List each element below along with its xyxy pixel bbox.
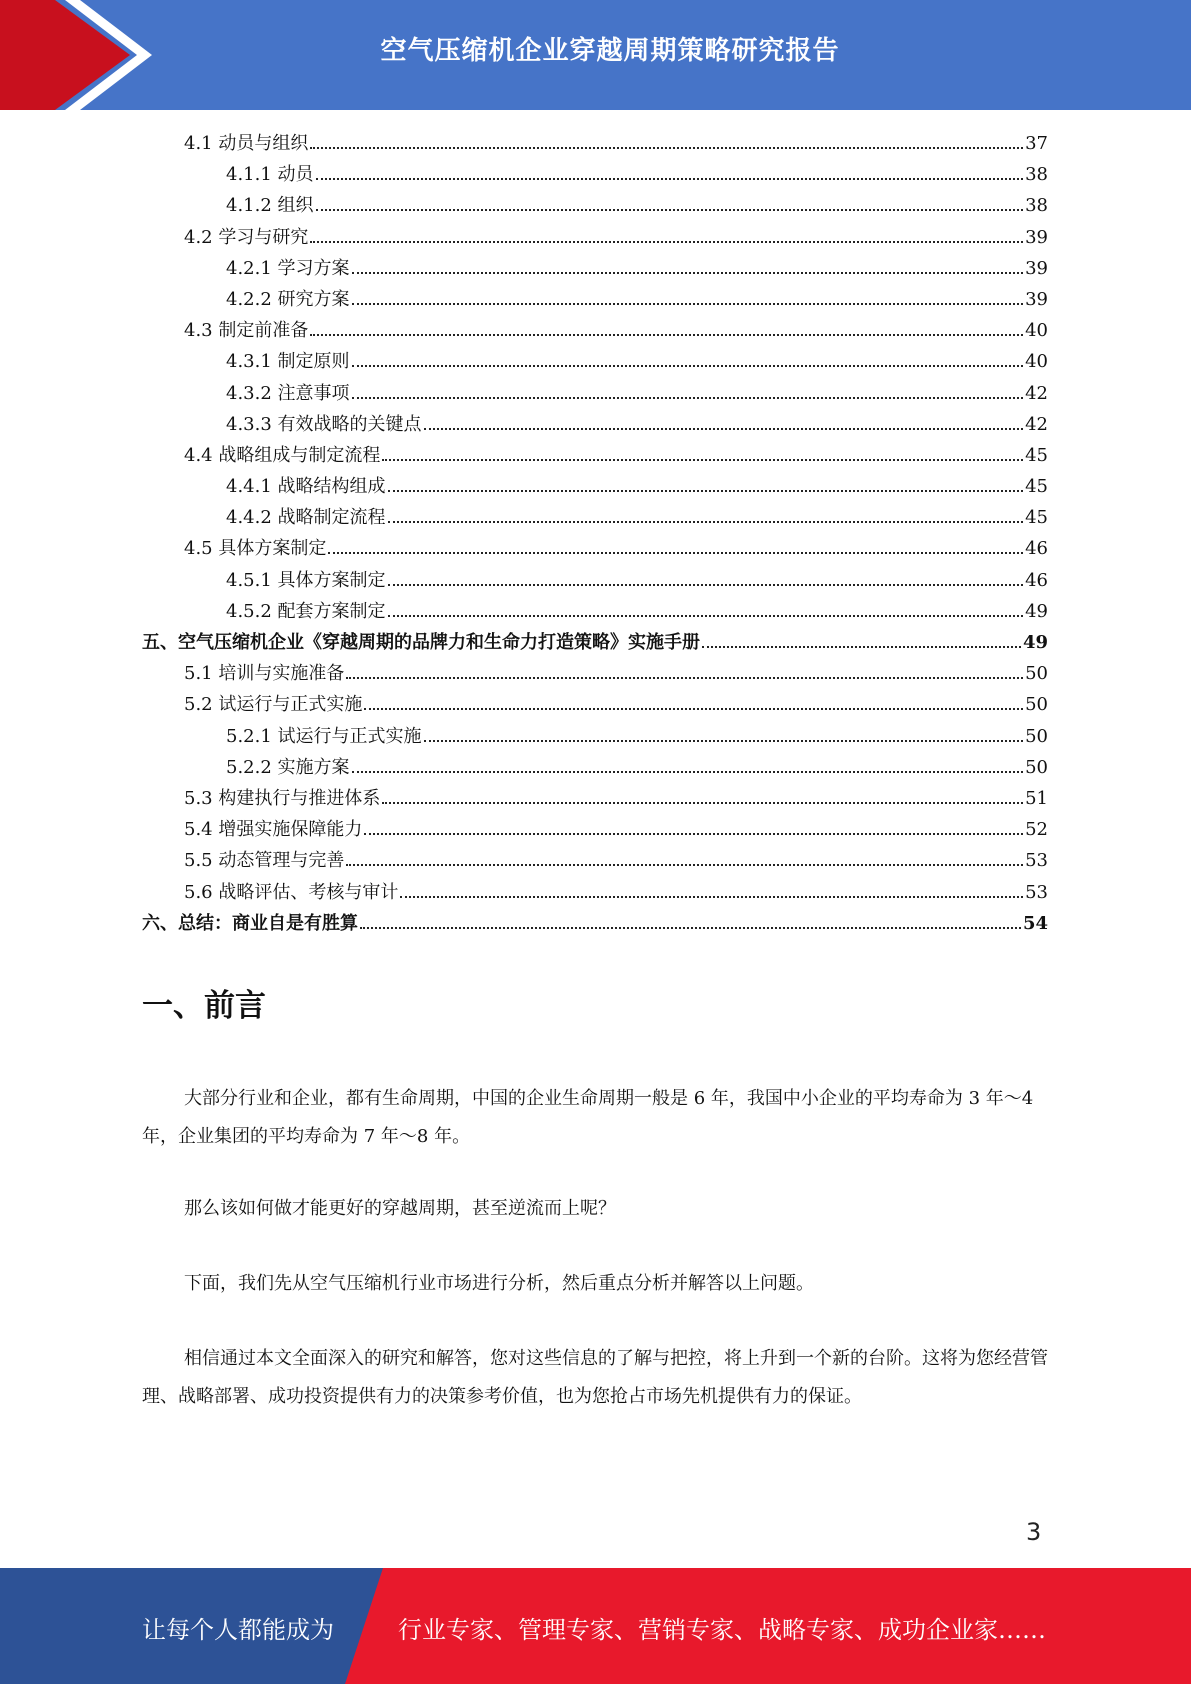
toc-entry[interactable] bbox=[142, 159, 1048, 190]
paragraph-4: 相信通过本文全面深入的研究和解答，您对这些信息的了解与把控，将上升到一个新的台阶。这将为您经营管理、战略部署、成功投资提供有力的决策参考价值，也为您抢占市场先机提供有力的保证。 bbox=[142, 1348, 1048, 1407]
toc-entry-page: 40 bbox=[1025, 320, 1048, 342]
toc-entry[interactable] bbox=[142, 440, 1048, 471]
toc-dot-leader bbox=[310, 147, 1023, 149]
toc-dot-leader bbox=[352, 397, 1024, 399]
toc-entry-page: 50 bbox=[1025, 663, 1048, 685]
paragraph-1: 大部分行业和企业，都有生命周期，中国的企业生命周期一般是 6 年，我国中小企业的平均寿命为 3 年～4 年，企业集团的平均寿命为 7 年～8 年。 bbox=[142, 1088, 1034, 1147]
toc-dot-leader bbox=[316, 178, 1024, 180]
toc-dot-leader bbox=[388, 584, 1024, 586]
toc-dot-leader bbox=[328, 552, 1023, 554]
toc-entry-title: 5.4 增强实施保障能力 bbox=[184, 819, 363, 841]
page-header bbox=[0, 0, 1191, 110]
toc-dot-leader bbox=[702, 646, 1021, 648]
footer-slogan-left: 让每个人都能成为 bbox=[142, 1616, 334, 1644]
table-of-contents bbox=[142, 128, 1048, 939]
toc-entry-title: 4.2 学习与研究 bbox=[184, 226, 309, 248]
toc-entry-title: 4.2.1 学习方案 bbox=[226, 257, 350, 279]
page-number: 3 bbox=[1026, 1518, 1042, 1546]
toc-entry-page: 49 bbox=[1022, 632, 1048, 653]
toc-entry[interactable] bbox=[142, 284, 1048, 315]
toc-entry[interactable] bbox=[142, 128, 1048, 159]
toc-entry-page: 42 bbox=[1025, 413, 1048, 435]
toc-entry-page: 38 bbox=[1025, 195, 1048, 217]
toc-dot-leader bbox=[316, 209, 1024, 211]
toc-entry-page: 50 bbox=[1025, 725, 1048, 747]
toc-entry-title: 4.4.1 战略结构组成 bbox=[226, 476, 386, 498]
paragraph-3: 下面，我们先从空气压缩机行业市场进行分析，然后重点分析并解答以上问题。 bbox=[184, 1273, 814, 1294]
toc-entry-title: 4.2.2 研究方案 bbox=[226, 288, 350, 310]
footer-slogan-right: 行业专家、管理专家、营销专家、战略专家、成功企业家…… bbox=[398, 1616, 1046, 1644]
toc-entry[interactable] bbox=[142, 627, 1048, 658]
toc-dot-leader bbox=[360, 927, 1021, 929]
toc-entry-page: 40 bbox=[1025, 351, 1048, 373]
toc-entry[interactable] bbox=[142, 752, 1048, 783]
toc-entry[interactable] bbox=[142, 253, 1048, 284]
header-red-chevron bbox=[0, 0, 130, 110]
toc-entry-title: 4.4.2 战略制定流程 bbox=[226, 507, 386, 529]
toc-entry-title: 六、总结：商业自是有胜算 bbox=[142, 912, 358, 934]
toc-dot-leader bbox=[310, 241, 1023, 243]
toc-entry-page: 53 bbox=[1025, 881, 1048, 903]
toc-entry-page: 38 bbox=[1025, 164, 1048, 186]
toc-entry-title: 4.1.1 动员 bbox=[226, 164, 314, 186]
toc-entry[interactable] bbox=[142, 596, 1048, 627]
toc-dot-leader bbox=[424, 740, 1024, 742]
toc-entry-page: 39 bbox=[1025, 257, 1048, 279]
toc-entry-page: 53 bbox=[1025, 850, 1048, 872]
toc-entry[interactable] bbox=[142, 783, 1048, 814]
section-heading: 一、前言 bbox=[142, 988, 266, 1024]
toc-entry-title: 5.2 试运行与正式实施 bbox=[184, 694, 363, 716]
toc-entry-page: 54 bbox=[1022, 912, 1048, 934]
toc-entry-title: 4.1.2 组织 bbox=[226, 195, 314, 217]
toc-entry-page: 50 bbox=[1025, 756, 1048, 778]
toc-dot-leader bbox=[388, 615, 1024, 617]
toc-dot-leader bbox=[388, 490, 1024, 492]
toc-dot-leader bbox=[388, 521, 1024, 523]
toc-entry[interactable] bbox=[142, 565, 1048, 596]
toc-entry-title: 4.5 具体方案制定 bbox=[184, 538, 327, 560]
toc-entry-title: 4.4 战略组成与制定流程 bbox=[184, 444, 381, 466]
page-footer bbox=[0, 1568, 1191, 1684]
toc-entry-title: 五、空气压缩机企业《穿越周期的品牌力和生命力打造策略》实施手册 bbox=[142, 632, 700, 653]
toc-entry[interactable] bbox=[142, 378, 1048, 409]
toc-entry-title: 4.3.1 制定原则 bbox=[226, 351, 350, 373]
toc-dot-leader bbox=[346, 677, 1023, 679]
toc-dot-leader bbox=[382, 802, 1023, 804]
toc-entry-title: 5.5 动态管理与完善 bbox=[184, 850, 345, 872]
toc-entry[interactable] bbox=[142, 814, 1048, 845]
toc-dot-leader bbox=[352, 771, 1024, 773]
toc-dot-leader bbox=[364, 708, 1023, 710]
toc-dot-leader bbox=[424, 428, 1024, 430]
toc-entry-page: 50 bbox=[1025, 694, 1048, 716]
toc-entry-title: 5.2.1 试运行与正式实施 bbox=[226, 725, 422, 747]
toc-entry-page: 51 bbox=[1025, 787, 1048, 809]
toc-entry[interactable] bbox=[142, 533, 1048, 564]
toc-entry-title: 5.3 构建执行与推进体系 bbox=[184, 787, 381, 809]
toc-entry-page: 39 bbox=[1025, 226, 1048, 248]
toc-entry-page: 45 bbox=[1025, 476, 1048, 498]
toc-entry[interactable] bbox=[142, 908, 1048, 939]
toc-entry[interactable] bbox=[142, 877, 1048, 908]
toc-entry[interactable] bbox=[142, 471, 1048, 502]
toc-entry-page: 52 bbox=[1025, 819, 1048, 841]
toc-entry-page: 46 bbox=[1025, 538, 1048, 560]
toc-entry[interactable] bbox=[142, 502, 1048, 533]
toc-entry[interactable] bbox=[142, 721, 1048, 752]
toc-entry-title: 5.2.2 实施方案 bbox=[226, 756, 350, 778]
toc-dot-leader bbox=[352, 272, 1024, 274]
toc-entry[interactable] bbox=[142, 222, 1048, 253]
toc-entry-title: 4.3.3 有效战略的关键点 bbox=[226, 413, 422, 435]
toc-entry-title: 4.3.2 注意事项 bbox=[226, 382, 350, 404]
toc-entry-page: 37 bbox=[1025, 133, 1048, 154]
toc-entry[interactable] bbox=[142, 409, 1048, 440]
toc-entry-title: 5.1 培训与实施准备 bbox=[184, 663, 345, 685]
toc-dot-leader bbox=[352, 365, 1024, 367]
report-title: 空气压缩机企业穿越周期策略研究报告 bbox=[380, 36, 840, 66]
toc-entry-title: 4.5.2 配套方案制定 bbox=[226, 600, 386, 622]
toc-entry-title: 5.6 战略评估、考核与审计 bbox=[184, 881, 399, 903]
toc-entry[interactable] bbox=[142, 346, 1048, 377]
toc-dot-leader bbox=[382, 459, 1023, 461]
toc-dot-leader bbox=[310, 334, 1023, 336]
toc-entry[interactable] bbox=[142, 315, 1048, 346]
toc-dot-leader bbox=[352, 303, 1024, 305]
toc-entry-page: 39 bbox=[1025, 288, 1048, 310]
toc-entry-page: 42 bbox=[1025, 382, 1048, 404]
toc-entry[interactable] bbox=[142, 190, 1048, 221]
toc-entry-page: 45 bbox=[1025, 444, 1048, 466]
toc-entry-page: 46 bbox=[1025, 569, 1048, 591]
toc-dot-leader bbox=[346, 864, 1023, 866]
toc-dot-leader bbox=[400, 896, 1023, 898]
toc-entry[interactable] bbox=[142, 689, 1048, 720]
toc-dot-leader bbox=[364, 833, 1023, 835]
toc-entry-title: 4.3 制定前准备 bbox=[184, 320, 309, 342]
toc-entry[interactable] bbox=[142, 845, 1048, 876]
toc-entry-title: 4.1 动员与组织 bbox=[184, 133, 309, 154]
toc-entry-page: 45 bbox=[1025, 507, 1048, 529]
toc-entry-page: 49 bbox=[1025, 600, 1048, 622]
toc-entry-title: 4.5.1 具体方案制定 bbox=[226, 569, 386, 591]
toc-entry[interactable] bbox=[142, 658, 1048, 689]
paragraph-2: 那么该如何做才能更好的穿越周期，甚至逆流而上呢？ bbox=[184, 1198, 616, 1219]
